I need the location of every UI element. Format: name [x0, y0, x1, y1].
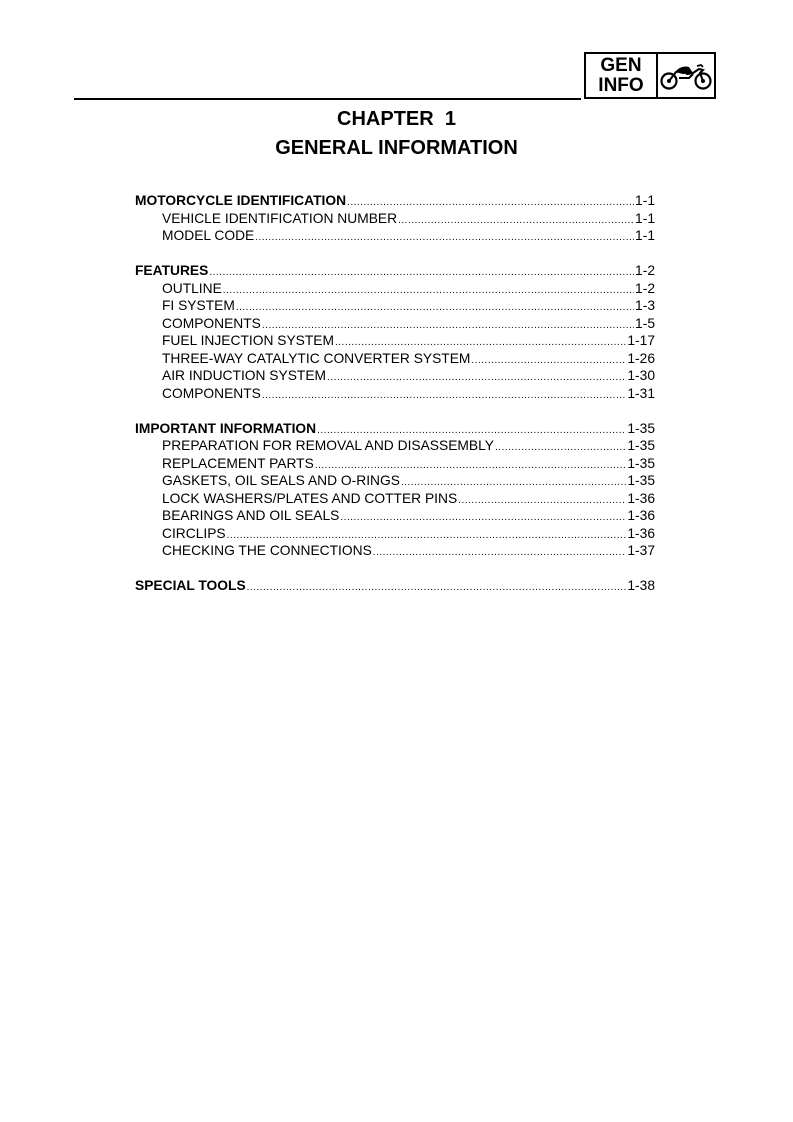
toc-entry-title: PREPARATION FOR REMOVAL AND DISASSEMBLY: [162, 438, 494, 453]
toc-entry-title: VEHICLE IDENTIFICATION NUMBER: [162, 210, 398, 226]
toc-entry: [135, 211, 655, 229]
toc-entry-title: OUTLINE: [162, 280, 222, 296]
toc-entry-title: CHECKING THE CONNECTIONS: [162, 543, 372, 558]
chapter-title: GENERAL INFORMATION: [275, 137, 518, 159]
dot-leader: [340, 508, 626, 523]
toc-entry: [135, 438, 655, 456]
toc-entry-title: CIRCLIPS: [162, 525, 226, 541]
toc-page-number: 1-5: [635, 315, 655, 331]
toc-page-number: 1-36: [627, 508, 655, 523]
toc-entry: [135, 473, 655, 491]
toc-entry-title: FEATURES: [135, 263, 209, 278]
dot-leader: [471, 351, 626, 366]
toc-entry-title: COMPONENTS: [162, 385, 261, 401]
toc-entry-title: REPLACEMENT PARTS: [162, 455, 314, 471]
toc-section: [135, 421, 655, 561]
chapter-badge: [584, 52, 716, 99]
toc-entry: [135, 316, 655, 334]
dot-leader: [373, 543, 627, 558]
toc-page-number: 1-35: [627, 420, 655, 436]
dot-leader: [227, 526, 627, 541]
header-rule: [74, 98, 581, 100]
dot-leader: [335, 333, 626, 348]
toc-entry: [135, 508, 655, 526]
dot-leader: [315, 456, 627, 471]
dot-leader: [223, 281, 634, 296]
table-of-contents: [135, 193, 655, 613]
dot-leader: [247, 578, 627, 593]
toc-entry: [135, 368, 655, 386]
toc-section-heading: [135, 578, 655, 596]
toc-entry-title: GASKETS, OIL SEALS AND O-RINGS: [162, 473, 400, 488]
toc-entry-title: SPECIAL TOOLS: [135, 578, 246, 593]
toc-page-number: 1-38: [627, 578, 655, 593]
toc-section-heading: [135, 263, 655, 281]
toc-entry-title: MODEL CODE: [162, 228, 255, 243]
toc-entry-title: THREE-WAY CATALYTIC CONVERTER SYSTEM: [162, 350, 471, 366]
toc-page-number: 1-35: [627, 473, 655, 488]
toc-section-heading: [135, 193, 655, 211]
toc-section: [135, 578, 655, 596]
dot-leader: [262, 316, 634, 331]
badge-line-1: GEN: [600, 54, 642, 76]
toc-page-number: 1-36: [627, 525, 655, 541]
toc-entry-title: MOTORCYCLE IDENTIFICATION: [135, 193, 347, 208]
toc-section-heading: [135, 421, 655, 439]
toc-entry-title: FI SYSTEM: [162, 298, 235, 313]
dot-leader: [209, 263, 634, 278]
toc-entry: [135, 526, 655, 544]
toc-section: [135, 193, 655, 246]
toc-page-number: 1-1: [635, 228, 655, 243]
dot-leader: [401, 473, 626, 488]
toc-entry-title: COMPONENTS: [162, 315, 261, 331]
toc-page-number: 1-1: [635, 193, 655, 208]
dot-leader: [255, 228, 634, 243]
toc-page-number: 1-36: [627, 490, 655, 506]
toc-entry-title: BEARINGS AND OIL SEALS: [162, 508, 340, 523]
toc-page-number: 1-35: [627, 438, 655, 453]
badge-label: [586, 54, 658, 97]
toc-entry: [135, 228, 655, 246]
toc-entry: [135, 298, 655, 316]
dot-leader: [262, 386, 626, 401]
dot-leader: [347, 193, 634, 208]
toc-page-number: 1-2: [635, 263, 655, 278]
toc-page-number: 1-31: [627, 385, 655, 401]
toc-page-number: 1-3: [635, 298, 655, 313]
toc-page-number: 1-17: [627, 333, 655, 348]
toc-entry: [135, 543, 655, 561]
toc-entry-title: IMPORTANT INFORMATION: [135, 420, 317, 436]
dot-leader: [327, 368, 626, 383]
dot-leader: [317, 421, 626, 436]
motorcycle-icon: [658, 54, 714, 97]
toc-entry: [135, 333, 655, 351]
toc-page-number: 1-26: [627, 350, 655, 366]
toc-entry: [135, 491, 655, 509]
toc-entry-title: FUEL INJECTION SYSTEM: [162, 333, 334, 348]
toc-entry: [135, 386, 655, 404]
toc-entry: [135, 281, 655, 299]
badge-line-2: INFO: [598, 74, 644, 96]
toc-page-number: 1-1: [635, 210, 655, 226]
dot-leader: [236, 298, 634, 313]
toc-entry-title: LOCK WASHERS/PLATES AND COTTER PINS: [162, 490, 458, 506]
toc-entry-title: AIR INDUCTION SYSTEM: [162, 368, 327, 383]
toc-entry: [135, 456, 655, 474]
toc-entry: [135, 351, 655, 369]
toc-page-number: 1-37: [627, 543, 655, 558]
toc-page-number: 1-30: [627, 368, 655, 383]
dot-leader: [458, 491, 626, 506]
toc-section: [135, 263, 655, 403]
dot-leader: [398, 211, 634, 226]
toc-page-number: 1-2: [635, 280, 655, 296]
dot-leader: [495, 438, 626, 453]
chapter-number: CHAPTER 1: [337, 108, 456, 130]
toc-page-number: 1-35: [627, 455, 655, 471]
